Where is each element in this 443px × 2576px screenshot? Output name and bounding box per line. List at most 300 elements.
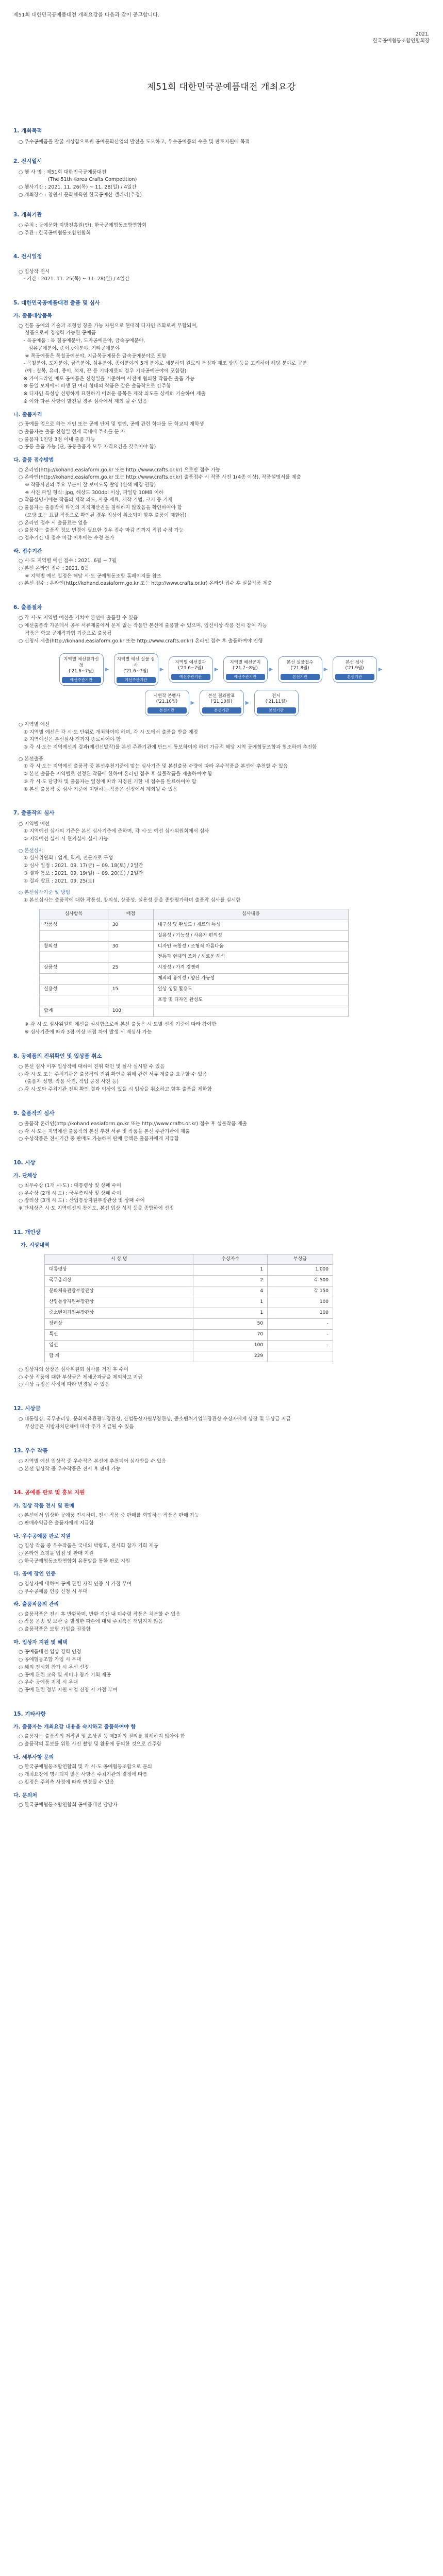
regional-prelim-list — [13, 721, 430, 752]
flow-step-title: 본선 심사 — [345, 659, 364, 665]
flow-step-tag: 본선기관 — [147, 707, 187, 714]
table-cell: 중소벤처기업부장관상 — [45, 1308, 193, 1319]
flow-step-date: ('21.10월) — [210, 699, 233, 705]
table-cell: 각 500 — [268, 1276, 333, 1286]
table-cell — [40, 930, 108, 941]
flow-step-title: 시연작 본행사 — [153, 693, 181, 699]
flow-step — [200, 690, 251, 716]
section-heading: 11. 개인상 — [13, 1229, 41, 1235]
table-cell — [268, 1351, 333, 1362]
list-item: ○ 공예협동조합 가입 시 우대 — [19, 1657, 81, 1663]
table-row — [45, 1341, 333, 1351]
section-verification — [13, 1052, 430, 1094]
table-cell: 4 — [193, 1286, 268, 1297]
section-heading: 1. 개최목적 — [13, 128, 42, 134]
table-row — [45, 1351, 333, 1362]
flow-step-tag: 본선기관 — [257, 707, 296, 714]
flow-step-date: ('21.6~7월) — [178, 666, 203, 671]
flow-step-date: ('21.9월) — [345, 666, 364, 671]
list-item: ○ 수상 작품에 대한 부상금은 제세공과금을 제외하고 지급 — [19, 1374, 143, 1380]
table-header-cell: 수상자수 — [193, 1254, 268, 1265]
list-item: ○ 지역별 예선 — [19, 821, 50, 827]
sub-heading: 다. 출품 접수방법 — [13, 457, 54, 464]
list-item: ○ 우수상 (2개 시·도) : 국무총리상 및 상패 수여 — [19, 1190, 121, 1196]
section-procedure — [13, 603, 430, 793]
flow-step-box — [333, 656, 377, 683]
list-item: ○ 수상작품은 전시기간 중 판매도 가능하며 판매 금액은 출품자에게 지급함 — [19, 1136, 179, 1142]
list-item: ※ 각 시·도 심사위원회 예선을 실시함으로써 본선 출품은 시·도별 선정 기준에 따라 참여함 — [25, 1022, 217, 1028]
sub-heading: 나. 우수공예품 판로 지원 — [13, 1533, 71, 1539]
section-heading: 12. 시상금 — [13, 1405, 41, 1412]
table-cell: 디자인 독창성 / 조형적 아름다움 — [154, 941, 349, 952]
list-item: ○ 본선 온라인 접수 : 2021. 8월 — [19, 565, 89, 571]
table-cell — [40, 952, 108, 963]
section-line: ○ 개최장소 : 창원시 문화체육원 한국공예산 갤러리(추정) — [19, 192, 142, 198]
list-item: (출품자 성명, 작품 사진, 작업 공정 사진 등) — [19, 1079, 119, 1085]
list-item: ○ 예선출품작 가운데서 공무 서류제출에서 문제 없는 작품만 본선에 출품할 수 있으며, 입선이상 작품 전시 참여 가능 — [19, 623, 267, 629]
list-item: ※ 디자인 특성상 선명하게 표현하기 어려운 품목은 제작 의도를 상세히 기술하여 제출 — [19, 391, 206, 397]
list-item: ① 지역예선 심사의 기준은 본선 심사기준에 준하며, 각 시·도 예선 심사위원회에서 심사 — [19, 828, 209, 835]
table-cell — [108, 930, 153, 941]
table-header-cell: 시 상 명 — [45, 1254, 193, 1265]
sub-heading: 가. 단체상 — [13, 1173, 37, 1179]
list-item: ○ 신청서 제출(http://kohand.easiaform.go.kr 또는 http://www.crafts.or.kr) 온라인 접수 후 출품하여야 진행 — [19, 638, 263, 644]
list-item: ○ 우수 공예품 지정 시 우대 — [19, 1680, 78, 1686]
flow-step-box — [114, 653, 158, 686]
table-header-row — [45, 1254, 333, 1265]
table-cell: 입선 — [45, 1341, 193, 1351]
table-row — [40, 974, 349, 985]
flow-step-tag: 본선기관 — [281, 674, 320, 680]
list-item: ② 심사 일정 : 2021. 09. 17(금) ~ 09. 18(토) / 2일간 — [19, 863, 143, 869]
list-item: ○ 입상자의 상장은 심사위원회 심사를 거친 후 수여 — [19, 1366, 128, 1372]
list-item: ○ 대통령상, 국무총리상, 문화체육관광부장관상, 산업통상자원부장관상, 중소벤처기업부장관상 수상자에게 상장 및 부상금 지급 — [19, 1416, 291, 1422]
list-item: - 목공예품 : 목 칠공예분야, 도자공예분야, 금속공예분야, — [19, 338, 145, 344]
list-item: ○ 공예품대전 입상 경력 인정 — [19, 1649, 81, 1655]
section-heading: 5. 대한민국공예품대전 출품 및 심사 — [13, 299, 100, 306]
flow-step — [223, 653, 275, 686]
arrow-right-icon: ▶ — [323, 666, 328, 672]
flow-step-tag: 예선주관기관 — [62, 677, 101, 683]
flow-step-tag: 예선주관기관 — [171, 674, 210, 680]
table-cell — [108, 952, 153, 963]
section-misc — [13, 1710, 430, 1809]
table-cell: 30 — [108, 941, 153, 952]
list-item: ① 심사위원회 : 업계, 학계, 전문가로 구성 — [19, 855, 113, 861]
support-list — [13, 1649, 430, 1694]
table-cell: 포장 및 디자인 완성도 — [154, 995, 349, 1006]
page-title: 제51회 대한민국공예품대전 개최요강 — [147, 82, 296, 93]
sub-heading: 나. 출품자격 — [13, 412, 42, 418]
sub-heading: 라. 출품작품의 관리 — [13, 1602, 59, 1608]
list-item: ○ 작품설명서에는 작품의 제작 의도, 사용 재료, 제작 기법, 크기 등 기재 — [19, 497, 173, 503]
misc-list — [13, 1802, 430, 1809]
list-item: ○ 작품 운송 및 보관 중 발생한 파손에 대해 주최측은 책임지지 않음 — [19, 1619, 163, 1625]
sub-heading: ○ 본선심사기준 및 방법 — [19, 890, 70, 896]
section-line: - 기간 : 2021. 11. 25(목) ~ 11. 28(일) / 4일간 — [19, 276, 130, 282]
sub-heading: 다. 공예 장인 인증 — [13, 1571, 56, 1578]
support-list — [13, 1512, 430, 1527]
flow-step-date: ('21.7~8월) — [233, 666, 258, 671]
misc-list — [13, 1764, 430, 1786]
list-item: ○ 출품자 1인당 3점 이내 출품 가능 — [19, 436, 95, 443]
table-cell: 합계 — [40, 1006, 108, 1017]
table-header-cell: 부상금 — [268, 1254, 333, 1265]
section-entry-review — [13, 1109, 430, 1143]
list-item: ○ 입상 작품 중 우수작품은 국내외 박람회, 전시회 참가 기회 제공 — [19, 1543, 158, 1549]
table-cell: 15 — [108, 985, 153, 995]
list-item: ○ 공예를 업으로 하는 개인 또는 공예 단체 및 법인, 공예 관련 학과를 둔 학교의 재학생 — [19, 421, 204, 428]
table-cell: 실용성 / 기능성 / 사용자 편의성 — [154, 930, 349, 941]
list-item: ○ 지역별 예선 — [19, 721, 50, 727]
list-item: ○ 출품작품은 보험 가입을 권장함 — [19, 1626, 91, 1633]
list-item: ○ 본선 심사 이후 입상작에 대하여 진위 확인 및 실사 실시할 수 있음 — [19, 1063, 165, 1070]
list-item: ○ 각 시·도 지역별 예선을 거쳐야 본선에 출품할 수 있음 — [19, 615, 138, 621]
list-item: ② 본선 출품은 지역별로 선정된 작품에 한하여 온라인 접수 후 실물작품을 제출하여야 함 — [19, 771, 212, 777]
sub-heading: 마. 입상자 지원 및 혜택 — [13, 1639, 68, 1646]
section-heading: 2. 전시일시 — [13, 158, 42, 165]
notice-org: 한국공예협동조합연합회장 — [372, 38, 430, 44]
flow-step-title: 본선 실물접수 — [286, 659, 314, 665]
list-item: ※ 사진 파일 형식: jpg, 해상도 300dpi 이상, 파일당 10MB 이하 — [19, 489, 164, 496]
flow-step-title: 본선 결과발표 — [208, 693, 235, 699]
table-cell: 실용성 — [40, 985, 108, 995]
table-cell — [154, 1006, 349, 1017]
flow-step-date: ('21.10월) — [156, 699, 178, 705]
flow-step — [114, 653, 166, 686]
list-item: (모방 또는 표절 작품으로 확인된 경우 입상이 취소되며 향후 출품이 제한됨) — [19, 512, 187, 518]
table-row — [40, 963, 349, 974]
prize-notes — [13, 1366, 430, 1389]
table-cell: 25 — [108, 963, 153, 974]
table-cell: - — [268, 1341, 333, 1351]
list-item: ○ 온라인 쇼핑몰 입점 및 판매 지원 — [19, 1550, 94, 1556]
flow-step-box — [169, 656, 213, 683]
entry-items-list — [13, 323, 430, 406]
table-cell: 창의성 — [40, 941, 108, 952]
support-list — [13, 1543, 430, 1565]
list-item: ○ 공예 관련 정부 지원 사업 신청 시 가점 부여 — [19, 1687, 118, 1693]
flow-step-date: ('21.11월) — [265, 699, 287, 705]
arrow-right-icon: ▶ — [378, 666, 383, 672]
table-cell: 장려상 — [45, 1319, 193, 1330]
table-row — [40, 995, 349, 1006]
table-row — [40, 985, 349, 995]
list-item: ○ 전통 공예의 기술과 조형성 창출 가능 자원으로 현대적 디자인 조화로써 부합되며, — [19, 323, 198, 329]
list-item: ① 지역별 예선은 각 시·도 단위로 개최하여야 하며, 각 시·도에서 출품을 받을 예정 — [19, 729, 198, 735]
list-item: ○ 해외 전시회 참가 시 우선 선정 — [19, 1664, 89, 1670]
flow-step-title: 지역별 예선공지 — [229, 659, 261, 665]
table-cell: - — [268, 1319, 333, 1330]
section-purpose — [13, 127, 430, 146]
list-item: ○ 각 시·도 또는 주최기관은 출품작의 진위 확인을 위해 관련 서류 제출을 요구할 수 있음 — [19, 1071, 207, 1077]
arrow-right-icon: ▶ — [105, 666, 109, 672]
sub-heading: 가. 시상내역 — [21, 1243, 50, 1249]
list-item: ○ 본선 접수 : 온라인(http://kohand.easiaform.go.kr 또는 http://www.crafts.or.kr) 온라인 접수 후 실물작품 제출 — [19, 581, 272, 587]
section-individual-awards — [13, 1228, 430, 1389]
list-item: ○ 시·도 지역별 예선 접수 : 2021. 6월 ~ 7월 — [19, 558, 117, 564]
table-cell: 전통과 현대의 조화 / 새로운 해석 — [154, 952, 349, 963]
list-item: ○ 일정은 주최측 사정에 따라 변경될 수 있음 — [19, 1779, 114, 1785]
flow-step-box — [223, 656, 268, 683]
arrow-right-icon: ▶ — [159, 666, 164, 672]
notice-text: 제51회 대한민국공예품대전 개최요강을 다음과 같이 공고합니다. — [13, 12, 159, 18]
table-row — [40, 1006, 349, 1017]
arrow-right-icon: ▶ — [190, 700, 195, 706]
table-cell: 합 계 — [45, 1351, 193, 1362]
table-cell: 2 — [193, 1276, 268, 1286]
flow-step-box — [278, 656, 322, 683]
table-cell: 산업통상자원부장관상 — [45, 1297, 193, 1308]
table-cell: 대통령상 — [45, 1265, 193, 1276]
flow-step-title: 지역별 예선결과 — [175, 659, 206, 665]
excellent-works-list — [13, 1458, 430, 1473]
flow-step — [333, 653, 384, 686]
list-item: 부상금은 지방자치단체에 따라 추가 지급될 수 있음 — [19, 1424, 134, 1430]
table-cell: - — [268, 1330, 333, 1341]
table-cell: 국무총리상 — [45, 1276, 193, 1286]
list-item: ○ 우수공예품 인증 신청 시 우대 — [19, 1588, 88, 1595]
final-entry-list — [13, 756, 430, 794]
section-heading: 9. 출품작의 심사 — [13, 1110, 55, 1116]
table-cell: 50 — [193, 1319, 268, 1330]
list-item: ○ 입상자에 대하여 공예 관련 자격 인증 시 가점 부여 — [19, 1581, 132, 1587]
list-item: ○ 본선출품 — [19, 756, 44, 762]
list-item: ○ 출품자는 출품작 정보 변경이 필요한 경우 접수 마감 전까지 직접 수정 가능 — [19, 528, 184, 534]
section-excellent-works — [13, 1447, 430, 1473]
section-exhibition — [13, 252, 430, 283]
flow-step-title: 지역별 예선 실물 심사 — [117, 657, 155, 668]
list-item: ※ 이와 다른 사항이 발견될 경우 심사에서 제외 될 수 있음 — [19, 398, 147, 404]
flow-step-tag: 예선주관기관 — [226, 674, 265, 680]
final-judging-list — [13, 855, 430, 885]
group-award-list — [13, 1182, 430, 1213]
section-line: (The 51th Korea Crafts Competition) — [19, 177, 137, 183]
table-header-cell: 심사항목 — [40, 909, 108, 920]
list-item: ① 각 시·도는 지역예선 출품작 중 본선추천기준에 맞는 심사기준 및 본선출품 수량에 따라 우수작품을 본선에 추천할 수 있음 — [19, 764, 288, 770]
list-item: ※ 단체상은 시·도 지역예선의 참여도, 본선 입상 성적 등을 종합하여 선정 — [19, 1206, 174, 1212]
sub-heading: 다. 문의처 — [13, 1792, 37, 1799]
flow-step — [169, 653, 220, 686]
procedure-flow-diagram — [13, 653, 430, 716]
list-item: ① 본선심사는 출품작에 대한 작품성, 창의성, 상품성, 실용성 등을 종합평가하며 출품작 심사를 실시함 — [19, 897, 241, 904]
entry-review-list — [13, 1121, 430, 1143]
table-header-row — [40, 909, 349, 920]
section-heading: 6. 출품절차 — [13, 604, 42, 611]
list-item: ○ 출품작품은 전시 후 반환하며, 반환 기간 내 미수령 작품은 처분할 수 있음 — [19, 1611, 181, 1617]
prize-money-list — [13, 1416, 430, 1431]
list-item: ○ 공동 출품 가능 (단, 공동출품자 모두 자격요건을 갖추어야 함) — [19, 444, 156, 450]
list-item: ○ 각 시·도와 주최기관 진위 확인 결과 이상이 있을 시 입상을 취소하고 향후 출품을 제한함 — [19, 1086, 212, 1092]
list-item: ○ 장려상 (3개 시·도) : 산업통상자원부장관상 및 상패 수여 — [19, 1198, 145, 1204]
table-cell: 70 — [193, 1330, 268, 1341]
flow-step-date: ('21.8월) — [290, 666, 309, 671]
list-item: ○ 본선 입상작 중 우수작품은 전시 후 판매 가능 — [19, 1466, 121, 1472]
section-heading: 7. 출품작의 심사 — [13, 810, 55, 817]
list-item: ④ 결과 발표 : 2021. 09. 25(토) — [19, 878, 95, 884]
table-cell: 30 — [108, 920, 153, 930]
section-awards — [13, 1159, 430, 1213]
flow-step-box — [59, 653, 104, 686]
table-cell: 1 — [193, 1265, 268, 1276]
flow-step-box — [200, 690, 244, 716]
table-cell — [40, 995, 108, 1006]
list-item: ○ 한국공예협동조합연합회 유통망을 통한 판로 지원 — [19, 1558, 130, 1564]
submission-period-list — [13, 557, 430, 588]
list-item: ※ 가이드라인 배포 공예품은 신청일을 기준하여 사전에 협의한 작품은 출품 가능 — [19, 376, 195, 382]
misc-list — [13, 1733, 430, 1748]
list-item: ④ 본선 출품작 중 심사 기준에 미달하는 작품은 선정에서 제외될 수 있음 — [19, 786, 178, 792]
table-cell: 100 — [268, 1308, 333, 1319]
list-item: ② 지역예선 실사 시 현지실사 실시 가능 — [19, 836, 108, 842]
arrow-right-icon: ▶ — [214, 666, 219, 672]
section-line: ○ 주관 : 한국공예협동조합연합회 — [19, 230, 91, 236]
table-cell: 시장성 / 가격 경쟁력 — [154, 963, 349, 974]
list-item: ※ 지역별 예선 일정은 해당 시·도 공예협동조합 홈페이지를 참조 — [19, 573, 162, 579]
section-organizers — [13, 211, 430, 238]
table-header-cell: 배점 — [108, 909, 153, 920]
flow-step-tag: 예선주관기관 — [117, 677, 156, 683]
date-block — [13, 31, 430, 45]
list-item: ○ 한국공예협동조합연합회 및 각 시·도 공예협동조합으로 문의 — [19, 1764, 152, 1770]
list-item: ○ 출품자는 출품 신청일 현재 국내에 주소를 둔 자 — [19, 429, 125, 435]
prize-table — [44, 1254, 333, 1362]
flow-step-tag: 본선기관 — [202, 707, 241, 714]
section-line: ○ 행사기간 : 2021. 11. 26(목) ~ 11. 28(일) / 4일간 — [19, 184, 137, 191]
table-cell: 100 — [193, 1341, 268, 1351]
list-item: 작품은 학교 공예작가협 기준으로 출품됨 — [19, 630, 112, 636]
flow-step-tag: 본선기관 — [335, 674, 374, 680]
table-row — [40, 920, 349, 930]
table-row — [45, 1308, 333, 1319]
flow-step-title: 전시 — [272, 693, 281, 699]
procedure-list — [13, 615, 430, 645]
table-cell: 특선 — [45, 1330, 193, 1341]
table-cell: 100 — [108, 1006, 153, 1017]
table-cell — [40, 974, 108, 985]
table-row — [45, 1330, 333, 1341]
sub-heading: ○ 본선심사 — [19, 848, 44, 854]
sub-heading: 가. 입상 작품 전시 및 판매 — [13, 1503, 74, 1509]
section-line: ○ 주최 : 공예문화 지방진흥원(안), 한국공예협동조합연합회 — [19, 222, 147, 228]
table-cell: 1 — [193, 1308, 268, 1319]
list-item: ③ 각 시·도 담당자 및 출품자는 일정에 따라 지정된 기한 내 접수를 완료하여야 함 — [19, 778, 196, 785]
flow-step — [59, 653, 111, 686]
list-item: ○ 한국공예협동조합연합회 공예품대전 담당자 — [19, 1802, 118, 1808]
flow-step-date: ('21.6~7월) — [123, 669, 149, 674]
section-line: ○ 행 사 명 : 제51회 대한민국공예품대전 — [19, 169, 107, 175]
list-item: - 목칠분야, 도자분야, 금속분야, 섬유분야, 종이분야의 5개 분야로 세분하되 원료의 특징과 제조 방법 등을 고려하여 해당 분야로 구분 — [19, 361, 307, 367]
table-cell: 제작의 용이성 / 양산 가능성 — [154, 974, 349, 985]
section-heading: 15. 기타사항 — [13, 1710, 46, 1717]
list-item: ○ 개최요강에 명시되지 않은 사항은 주최기관의 결정에 따름 — [19, 1772, 147, 1778]
list-item: ○ 공예 관련 교육 및 세미나 참가 기회 제공 — [19, 1672, 111, 1678]
arrow-right-icon: ▶ — [245, 700, 250, 706]
table-row — [40, 930, 349, 941]
section-judging — [13, 809, 430, 1036]
flow-step-date: ('21.6~7월) — [69, 669, 94, 674]
list-item: ○ 출품작 온라인(http://kohand.easiaform.go.kr 또는 http://www.crafts.or.kr) 접수 후 실물작품 제출 — [19, 1121, 247, 1127]
sub-heading: 가. 출품대상품목 — [13, 313, 52, 319]
flow-step-box — [254, 690, 299, 716]
table-row — [45, 1297, 333, 1308]
section-prize-money — [13, 1404, 430, 1431]
list-item: ③ 각 시·도는 지역예선의 결과(예선선발작)를 본선 주관기관에 반드시 통보하여야 하며 가급적 해당 지역 공예협동조합과 협조하여 추진함 — [19, 744, 317, 750]
list-item: ○ 온라인(http://kohand.easiaform.go.kr 또는 http://www.crafts.or.kr) 출품접수 시 작품 사진 1(4종 이상), 작품설명서를 제출 — [19, 474, 301, 481]
flow-step-title: 지역별 예선참가신청 — [63, 657, 99, 668]
flow-step — [278, 653, 330, 686]
criteria-table — [39, 909, 349, 1017]
sub-heading: 라. 접수기간 — [13, 548, 42, 554]
list-item: ○ 출품자는 출품작이 타인의 지적재산권을 침해하지 않았음을 확인하여야 함 — [19, 505, 182, 511]
criteria-notes — [13, 1021, 430, 1036]
list-item: ○ 지역별 예선 입상작 중 우수작은 본선에 추천되어 심사받을 수 있음 — [19, 1459, 167, 1465]
notice-date: 2021. — [415, 31, 430, 37]
table-row — [45, 1319, 333, 1330]
list-item: ※ 동일 모체에서 파생 된 여러 형태의 작품은 같은 출품작으로 간주함 — [19, 383, 171, 389]
sub-heading: 가. 출품자는 개최요강 내용을 숙지하고 출품하여야 함 — [13, 1724, 136, 1730]
list-item: 섬유공예분야, 종이공예분야, 기타공예분야 — [19, 345, 120, 351]
table-row — [40, 952, 349, 963]
section-heading: 14. 공예품 판로 및 홍보 지원 — [13, 1489, 85, 1496]
table-cell — [108, 974, 153, 985]
table-cell: 일상 생활 활용도 — [154, 985, 349, 995]
flow-step-box — [145, 690, 189, 716]
list-item: ③ 결과 통보 : 2021. 09. 19(일) ~ 09. 20(월) / 2일간 — [19, 870, 143, 876]
section-heading: 3. 개최기관 — [13, 211, 42, 218]
eligibility-list — [13, 421, 430, 451]
judging-list — [13, 821, 430, 843]
list-item: ※ 작품사진의 주요 부분이 잘 보이도록 촬영 (흰색 배경 권장) — [19, 482, 156, 488]
table-row — [45, 1276, 333, 1286]
list-item: ② 지역예선은 본선심사 전까지 종료하여야 함 — [19, 737, 121, 743]
section-heading: 13. 우수 작품 — [13, 1447, 48, 1454]
table-cell: 1 — [193, 1297, 268, 1308]
submission-method-list — [13, 467, 430, 543]
list-item: ※ 목공예품은 목칠공예분야, 지금목공예품은 금속공예분야로 포함 — [19, 353, 167, 359]
table-cell: 각 150 — [268, 1286, 333, 1297]
flow-step — [254, 690, 299, 716]
list-item: ○ 시상 규정은 사정에 따라 변경될 수 있음 — [19, 1382, 110, 1388]
list-item: (예 : 칠목, 유리, 종이, 석재, 끈 등 기타재료의 경우 기타공예분야에 포함함) — [19, 368, 187, 375]
table-row — [40, 941, 349, 952]
list-item: ○ 출품작의 홍보를 위한 사진 촬영 및 활용에 동의한 것으로 간주함 — [19, 1741, 162, 1748]
section-heading: 4. 전시일정 — [13, 253, 42, 260]
list-item: ※ 심사기준에 따라 3점 이상 배점 차이 발생 시 재심사 가능 — [25, 1029, 152, 1035]
sub-heading: 나. 세부사항 문의 — [13, 1754, 54, 1760]
section-support — [13, 1488, 430, 1694]
section-heading: 8. 공예품의 진위확인 및 입상품 취소 — [13, 1053, 102, 1059]
section-heading: 10. 시상 — [13, 1160, 36, 1166]
flow-step — [145, 690, 196, 716]
table-cell: 상품성 — [40, 963, 108, 974]
support-list — [13, 1611, 430, 1634]
section-line: ○ 우수공예품을 발굴 시상함으로써 공예문화산업의 발전을 도모하고, 우수공예품의 수출 및 판로지원에 목적 — [19, 139, 250, 145]
table-cell: 내구성 및 완성도 / 재료의 특성 — [154, 920, 349, 930]
section-schedule — [13, 157, 430, 199]
arrow-right-icon: ▶ — [269, 666, 273, 672]
list-item: ○ 출품자는 출품작의 저작권 및 초상권 등 제3자의 권리를 침해하지 않아야 함 — [19, 1734, 185, 1740]
list-item: ○ 판매수익금은 출품자에게 지급함 — [19, 1520, 94, 1526]
support-list — [13, 1581, 430, 1596]
table-cell: 100 — [268, 1297, 333, 1308]
table-row — [45, 1286, 333, 1297]
list-item: ○ 온라인(http://kohand.easiaform.go.kr 또는 http://www.crafts.or.kr) 으로만 접수 가능 — [19, 467, 220, 473]
table-cell: 1,000 — [268, 1265, 333, 1276]
verification-list — [13, 1063, 430, 1094]
list-item: ○ 최우수상 (1개 시·도) : 대통령상 및 상패 수여 — [19, 1182, 121, 1189]
list-item: ○ 각 시·도는 지역예선 출품작의 본선 추천 서류 및 작품을 본선 주관기관에 제출 — [19, 1128, 190, 1134]
